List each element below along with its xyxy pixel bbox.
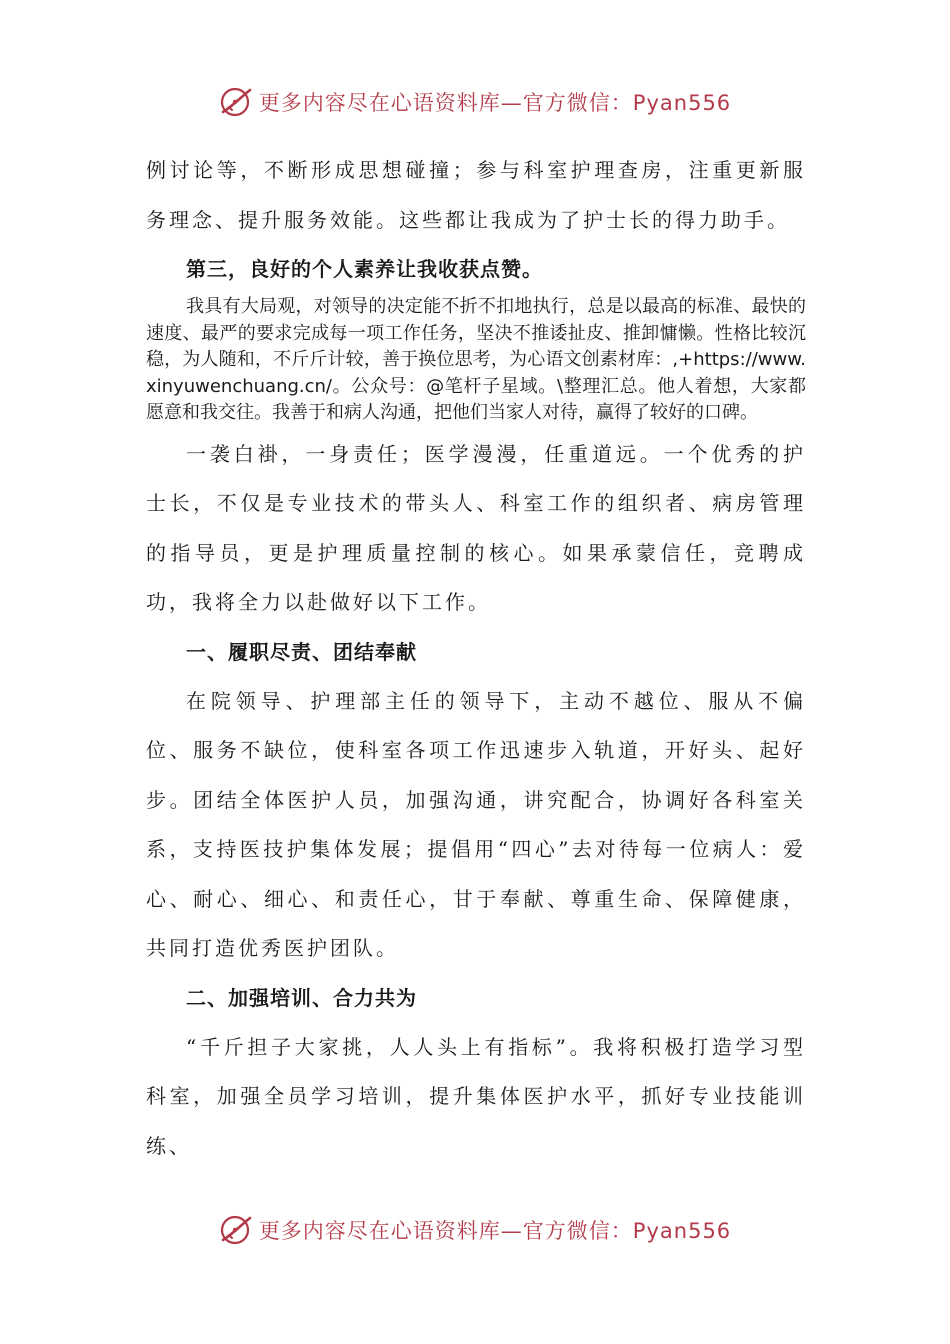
paragraph-intro-work: 一袭白褂，一身责任；医学漫漫，任重道远。一个优秀的护士长，不仅是专业技术的带头人、科室工作的组织者、病房管理的指导员，更是护理质量控制的核心。如果承蒙信任，竞聘成功，我将全力以赴做好以下工作。 [146,441,806,614]
footer-banner-text: 更多内容尽在心语资料库—官方微信：Pyan556 [258,1219,732,1243]
pen-circle-logo-icon [219,85,253,119]
footer-banner [0,1210,950,1250]
paragraph-duty: 在院领导、护理部主任的领导下，主动不越位、服从不偏位、服务不缺位，使科室各项工作迅速步入轨道，开好头、起好步。团结全体医护人员，加强沟通，讲究配合，协调好各科室关系，支持医技护集体发展；提倡用“四心”去对待每一位病人：爱心、耐心、细心、和责任心，甘于奉献、尊重生命、保障健康，共同打造优秀医护团队。 [146,688,806,960]
section-heading-two: 二、加强培训、合力共为 [186,985,417,1010]
paragraph-continuation: 例讨论等，不断形成思想碰撞；参与科室护理查房，注重更新服务理念、提升服务效能。这些都让我成为了护士长的得力助手。 [146,158,806,232]
section-heading-one: 一、履职尽责、团结奉献 [186,639,417,664]
section-heading-3: 第三，良好的个人素养让我收获点赞。 [186,257,543,281]
pen-circle-logo-icon [219,1213,253,1247]
header-banner [0,82,950,122]
header-banner-text: 更多内容尽在心语资料库—官方微信：Pyan556 [258,91,732,115]
paragraph-personal-quality: 我具有大局观，对领导的决定能不折不扣地执行，总是以最高的标准、最快的速度、最严的要求完成每一项工作任务，坚决不推诿扯皮、推卸慵懒。性格比较沉稳，为人随和，不斤斤计较，善于换位思考，为心语文创素材库：,+https://www.xinyuwenchuang.cn/。公众号：@笔杆子星域。\整理汇总。他人着想，大家都愿意和我交往。我善于和病人沟通，把他们当家人对待，赢得了较好的口碑。 [146,296,806,423]
paragraph-training: “千斤担子大家挑，人人头上有指标”。我将积极打造学习型科室，加强全员学习培训，提升集体医护水平，抓好专业技能训练、 [146,1034,806,1158]
document-body [146,146,806,1171]
